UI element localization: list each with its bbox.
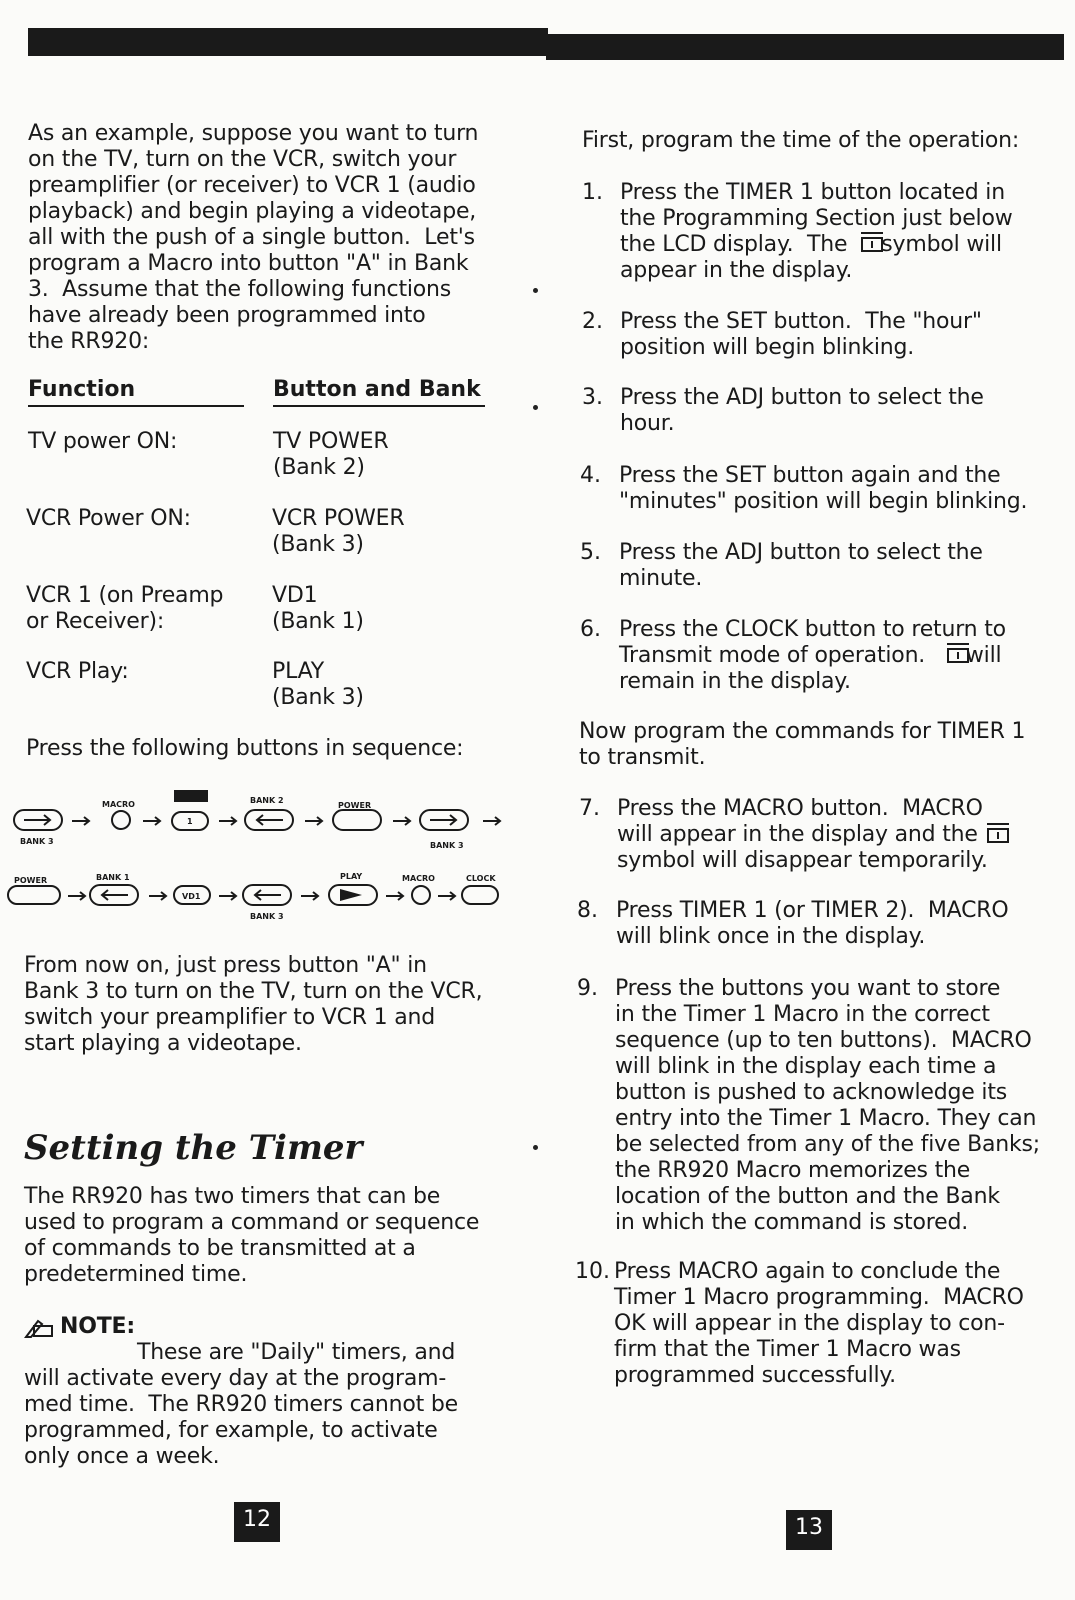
step-text: Press TIMER 1 (or TIMER 2). MACRO will blink once in the display.	[616, 898, 1009, 949]
note-line: med time. The RR920 timers cannot be	[24, 1392, 458, 1417]
macro-button-icon	[412, 886, 430, 904]
label-clock: CLOCK	[466, 874, 496, 883]
table-cell-function: VCR Play:	[26, 659, 129, 684]
label-macro: MACRO	[402, 874, 435, 883]
intro-paragraph: As an example, suppose you want to turn on the TV, turn on the VCR, switch your preamplifier (or receiver) to VCR 1 (audio playback) and begin playing a videotape, all with the push of a single button. Let's program a Macro into button "A" in Bank 3. Assume that the following functions have already been programmed into the RR920:	[28, 121, 479, 354]
step-number: 5.	[580, 540, 601, 565]
page-number-left: 12	[234, 1502, 280, 1542]
step-number: 4.	[580, 463, 601, 488]
step-text: Press the ADJ button to select the hour.	[620, 385, 984, 436]
note-line: programmed, for example, to activate	[24, 1418, 438, 1443]
after-paragraph: From now on, just press button "A" in Bank 3 to turn on the TV, turn on the VCR, switch your preamplifier to VCR 1 and start playing a videotape.	[24, 953, 483, 1056]
mid-text: Now program the commands for TIMER 1 to transmit.	[579, 719, 1026, 770]
top-rule-right	[546, 34, 1064, 60]
section-heading: Setting the Timer	[24, 1128, 363, 1168]
label-power: POWER	[14, 876, 48, 885]
step-number: 9.	[577, 976, 598, 1001]
table-cell-button: VD1 (Bank 1)	[272, 583, 364, 634]
label-bank3: BANK 3	[250, 912, 284, 921]
center-mark	[533, 1145, 538, 1150]
table-header-button: Button and Bank	[273, 377, 481, 402]
note-line: only once a week.	[24, 1444, 220, 1469]
center-mark	[533, 288, 538, 293]
step-number: 2.	[582, 309, 603, 334]
label-bank3: BANK 3	[20, 837, 54, 846]
step-number: 3.	[582, 385, 603, 410]
page-number-right: 13	[786, 1510, 832, 1550]
note-line: These are "Daily" timers, and	[136, 1340, 456, 1365]
step-number: 10.	[575, 1259, 610, 1284]
sequence-intro: Press the following buttons in sequence:	[26, 736, 464, 761]
label-one: 1	[187, 817, 193, 826]
timer-symbol-icon	[985, 820, 1011, 844]
table-cell-button: TV POWER (Bank 2)	[273, 429, 389, 480]
timer-symbol-icon	[945, 640, 971, 664]
center-mark	[533, 405, 538, 410]
macro-button-icon	[112, 811, 130, 829]
right-intro: First, program the time of the operation:	[582, 128, 1020, 153]
label-vd1: VD1	[182, 892, 201, 901]
label-bank3: BANK 3	[430, 841, 464, 850]
button-sequence-diagram	[0, 785, 520, 935]
header-underline-function	[28, 405, 244, 407]
header-underline-button	[273, 405, 485, 407]
label-play: PLAY	[340, 872, 363, 881]
label-bank1: BANK 1	[96, 873, 130, 882]
step-text: Press the buttons you want to store in the Timer 1 Macro in the correct sequence (up to ten buttons). MACRO will blink in the display each time a button is pushed to acknowledge its entry into the Timer 1 Macro. They can be selected from any of the five Banks; the RR920 Macro memorizes the location of the button and the Bank in which the command is stored.	[615, 976, 1041, 1235]
step-text: Press the SET button again and the "minutes" position will begin blinking.	[619, 463, 1028, 514]
timer-intro: The RR920 has two timers that can be used to program a command or sequence of commands to be transmitted at a predetermined time.	[24, 1184, 480, 1287]
table-cell-button: VCR POWER (Bank 3)	[272, 506, 405, 557]
table-cell-function: TV power ON:	[28, 429, 178, 454]
step-text: Press the SET button. The "hour" position will begin blinking.	[620, 309, 982, 360]
step-text: Press MACRO again to conclude the Timer 1 Macro programming. MACRO OK will appear in the display to con- firm that the Timer 1 Macro was programmed successfully.	[614, 1259, 1024, 1388]
step-number: 1.	[582, 180, 603, 205]
step-number: 8.	[577, 898, 598, 923]
table-cell-function: VCR Power ON:	[26, 506, 191, 531]
label-macro: MACRO	[102, 800, 135, 809]
table-cell-button: PLAY (Bank 3)	[272, 659, 364, 710]
power-button-icon	[333, 810, 381, 830]
label-bank2: BANK 2	[250, 796, 284, 805]
note-label: NOTE:	[60, 1314, 135, 1339]
step-number: 7.	[579, 796, 600, 821]
step-text: Press the MACRO button. MACRO will appear in the display and the symbol will disappear temporarily.	[617, 796, 988, 873]
timer-symbol-icon	[859, 229, 885, 253]
table-header-function: Function	[28, 377, 136, 402]
note-text	[24, 1314, 458, 1470]
step-number: 6.	[580, 617, 601, 642]
step-text: Press the CLOCK button to return to Transmit mode of operation. will remain in the display.	[619, 617, 1006, 694]
top-rule-left	[28, 28, 548, 56]
note-body	[24, 1340, 458, 1469]
label-power: POWER	[338, 801, 372, 810]
table-cell-function: VCR 1 (on Preamp or Receiver):	[26, 583, 224, 634]
note-line: will activate every day at the program-	[24, 1366, 447, 1391]
power-button-icon	[8, 886, 60, 904]
step-text: Press the ADJ button to select the minute.	[619, 540, 983, 591]
step-text: Press the TIMER 1 button located in the Programming Section just below the LCD display. The symbol will appear in the display.	[620, 180, 1013, 283]
clock-button-icon	[462, 886, 498, 904]
